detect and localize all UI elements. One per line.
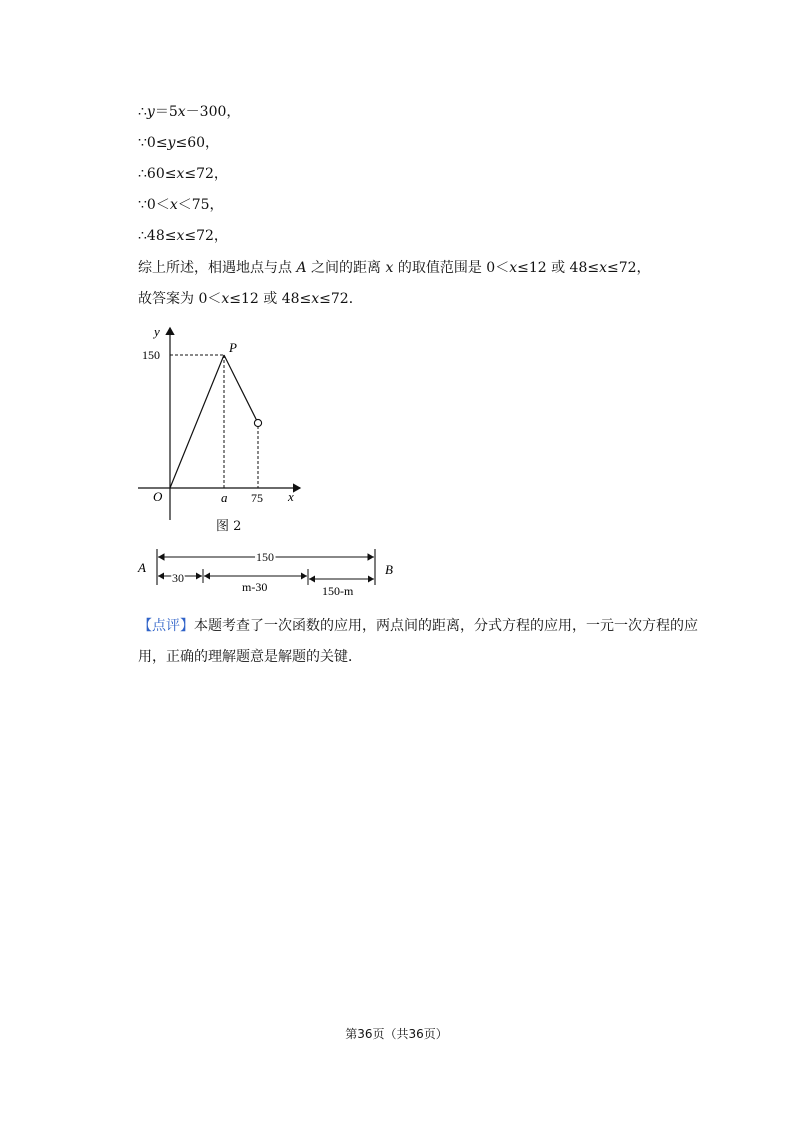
line-text: ∵0≤ — [138, 135, 168, 151]
segment-diagram — [130, 545, 400, 601]
variable: x — [169, 197, 178, 213]
page-footer: 第36页（共36页） — [345, 1027, 448, 1041]
variable: x — [311, 291, 320, 307]
variable: x — [177, 104, 186, 120]
line-text: ＜75， — [177, 197, 224, 213]
y-tick-150: 150 — [142, 348, 160, 362]
point-p-label: P — [229, 340, 237, 355]
line-text: ＝5 — [154, 104, 178, 120]
line-text: ≤72， — [184, 228, 228, 244]
falling-segment — [224, 355, 257, 421]
derivation-line-5 — [138, 226, 228, 246]
summary-text: ≤72， — [607, 260, 651, 276]
total-length-label: 150 — [256, 550, 274, 564]
variable: x — [385, 260, 394, 276]
line-text: ∴60≤ — [138, 166, 177, 182]
derivation-line-1 — [138, 102, 240, 122]
variable: x — [599, 260, 608, 276]
answer-text: 故答案为 0＜ — [138, 291, 222, 307]
variable: y — [146, 104, 155, 120]
line-text: ∵0＜ — [138, 197, 170, 213]
variable: y — [167, 135, 176, 151]
y-axis-label: y — [154, 324, 160, 339]
function-graph — [130, 322, 310, 522]
summary-text: 的取值范围是 0＜ — [393, 260, 510, 276]
seg3-label: 150-m — [322, 584, 354, 598]
point-a-label: A — [138, 560, 146, 575]
variable: A — [296, 260, 307, 276]
origin-label: O — [153, 489, 163, 504]
answer-text: ≤12 或 48≤ — [229, 291, 312, 307]
variable: x — [221, 291, 230, 307]
point-b-label: B — [385, 562, 393, 577]
comment-block — [138, 611, 698, 673]
figure-caption: 图 2 — [216, 519, 242, 534]
line-text: ∴48≤ — [138, 228, 177, 244]
open-endpoint — [254, 419, 261, 426]
summary-line — [138, 258, 651, 278]
line-text: －300， — [185, 104, 241, 120]
line-text: ∴ — [138, 104, 147, 120]
line-text: ≤72， — [184, 166, 228, 182]
comment-text: 本题考查了一次函数的应用，两点间的距离，分式方程的应用，一元一次方程的应用，正确的理解题意是解题的关键． — [138, 618, 698, 665]
variable: x — [176, 228, 185, 244]
derivation-line-4 — [138, 195, 224, 215]
answer-line — [138, 289, 363, 309]
answer-text: ≤72． — [319, 291, 363, 307]
variable: x — [509, 260, 518, 276]
variable: x — [176, 166, 185, 182]
summary-text: 之间的距离 — [306, 260, 386, 276]
seg1-label: 30 — [172, 571, 184, 585]
rising-segment — [170, 355, 224, 488]
line-text: ≤60， — [175, 135, 220, 151]
x-tick-75: 75 — [251, 491, 263, 505]
seg2-label: m-30 — [242, 580, 268, 594]
summary-text: ≤12 或 48≤ — [517, 260, 600, 276]
x-axis-label: x — [288, 489, 294, 504]
comment-tag: 【点评】 — [138, 618, 194, 634]
derivation-line-2 — [138, 133, 219, 153]
derivation-line-3 — [138, 164, 228, 184]
x-tick-a: a — [221, 490, 228, 505]
summary-text: 综上所述，相遇地点与点 — [138, 260, 297, 276]
